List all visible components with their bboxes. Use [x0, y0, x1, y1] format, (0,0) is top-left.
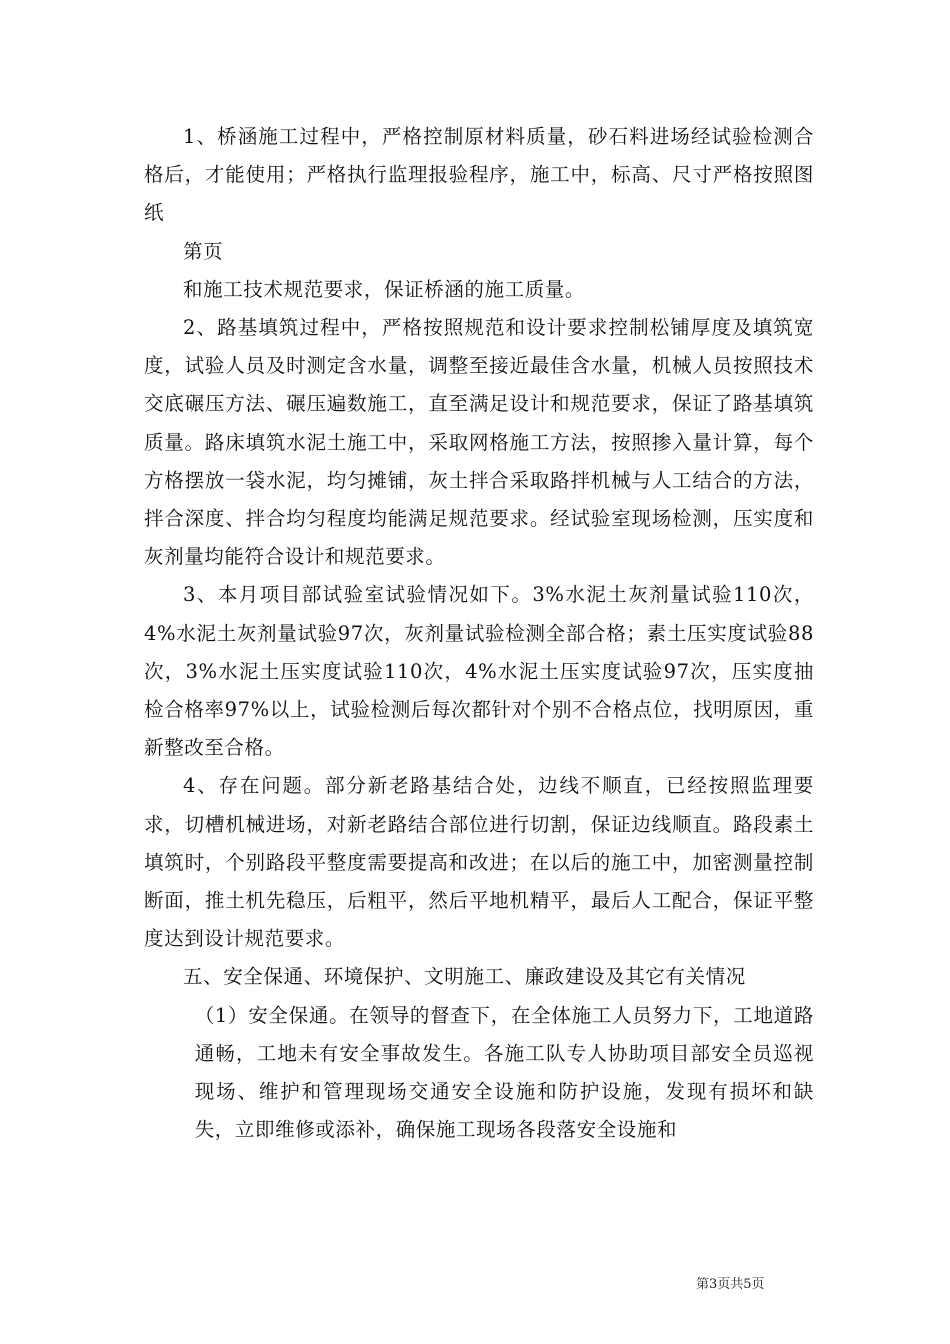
paragraph-bridge-continuation: 和施工技术规范要求，保证桥涵的施工质量。: [183, 277, 586, 301]
page-footer-number: 第3页共5页: [696, 1277, 765, 1292]
paragraph-subgrade-filling: 2、路基填筑过程中，严格按照规范和设计要求控制松铺厚度及填筑宽度，试验人员及时测定含水量，调整至接近最佳含水量，机械人员按照技术交底碾压方法、碾压遍数施工，直至满足设计和规范要求，保证了路基填筑质量。路床填筑水泥土施工中，采取网格施工方法，按照掺入量计算，每个方格摆放一袋水泥，均匀摊铺，灰土拌合采取路拌机械与人工结合的方法，拌合深度、拌合均匀程度均能满足规范要求。经试验室现场检测，压实度和灰剂量均能符合设计和规范要求。: [144, 316, 814, 569]
document-body: [144, 118, 814, 1149]
paragraph-safety-traffic: （1）安全保通。在领导的督查下，在全体施工人员努力下，工地道路通畅，工地未有安全事故发生。各施工队专人协助项目部安全员巡视现场、维护和管理现场交通安全设施和防护设施，发现有损坏和缺失，立即维修或添补，确保施工现场各段落安全设施和: [194, 1003, 814, 1142]
paragraph-bridge-construction: 1、桥涵施工过程中，严格控制原材料质量，砂石料进场经试验检测合格后，才能使用；严格执行监理报验程序，施工中，标高、尺寸严格按照图纸: [144, 125, 814, 225]
paragraph-problems: 4、存在问题。部分新老路基结合处，边线不顺直，已经按照监理要求，切槽机械进场，对新老路结合部位进行切割，保证边线顺直。路段素土填筑时，个别路段平整度需要提高和改进；在以后的施工中，加密测量控制断面，推土机先稳压，后粗平，然后平地机精平，最后人工配合，保证平整度达到设计规范要求。: [144, 774, 814, 951]
paragraph-lab-tests: 3、本月项目部试验室试验情况如下。3%水泥土灰剂量试验110次，4%水泥土灰剂量试验97次，灰剂量试验检测全部合格；素土压实度试验88次，3%水泥土压实度试验110次，4%水泥土压实度试验97次，压实度抽检合格率97%以上，试验检测后每次都针对个别不合格点位，找明原因，重新整改至合格。: [144, 583, 814, 760]
section-heading-safety: 五、安全保通、环境保护、文明施工、廉政建设及其它有关情况: [183, 965, 746, 989]
paragraph-page-marker: 第页: [183, 239, 224, 263]
